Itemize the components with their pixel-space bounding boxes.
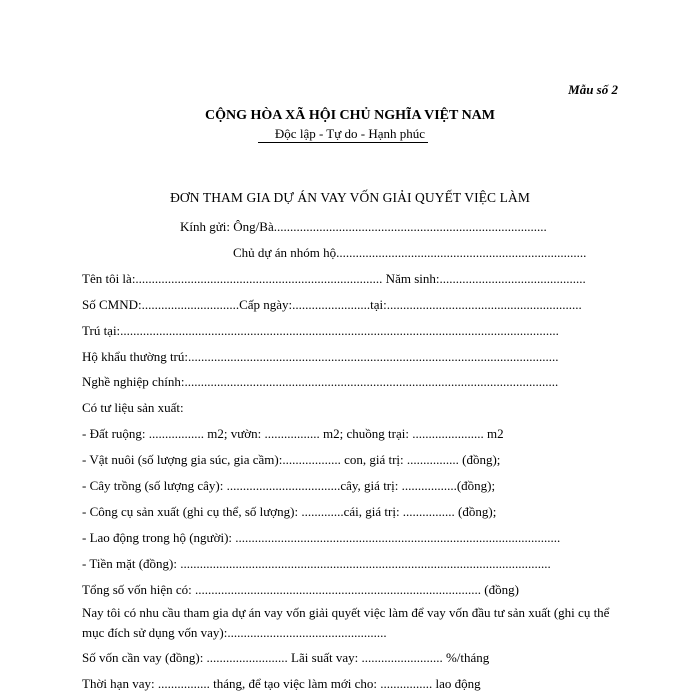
national-motto: Độc lập - Tự do - Hạnh phúc xyxy=(274,126,426,141)
household-registration-line: Hộ khẩu thường trú:.................................................................................................................. xyxy=(82,349,559,364)
cash-line: - Tiền mặt (đồng): .................................................................................................................. xyxy=(82,556,551,571)
production-assets-heading: Có tư liệu sản xuất: xyxy=(82,400,184,415)
livestock-line: - Vật nuôi (số lượng gia súc, gia cầm):.................. con, giá trị: ................ (đồng); xyxy=(82,452,501,467)
labor-line: - Lao động trong hộ (người): .................................................................................................... xyxy=(82,530,561,545)
form-code: Mẫu số 2 xyxy=(568,82,618,97)
land-line: - Đất ruộng: ................. m2; vườn: ................. m2; chuồng trại: ...................... m2 xyxy=(82,426,504,441)
residence-line: Trú tại:....................................................................................................................................... xyxy=(82,323,559,338)
document-title: ĐƠN THAM GIA DỰ ÁN VAY VỐN GIẢI QUYẾT VIỆC LÀM xyxy=(170,190,530,205)
loan-amount-line: Số vốn cần vay (đồng): ......................... Lãi suất vay: ......................... %/tháng xyxy=(82,650,490,665)
recipient-line: Kính gửi: Ông/Bà.................................................................................... xyxy=(180,219,547,234)
total-capital-line: Tổng số vốn hiện có: ........................................................................................ (đồng) xyxy=(82,582,519,597)
motto-underline xyxy=(258,142,428,143)
occupation-line: Nghề nghiệp chính:................................................................................................................... xyxy=(82,374,559,389)
crops-line: - Cây trồng (số lượng cây): ...................................cây, giá trị: .................(đồng); xyxy=(82,478,496,493)
tools-line: - Công cụ sản xuất (ghi cụ thể, số lượng): .............cái, giá trị: ................ (đồng); xyxy=(82,504,497,519)
project-owner-line: Chủ dự án nhóm hộ............................................................................. xyxy=(233,245,587,260)
loan-term-line: Thời hạn vay: ................ tháng, để tạo việc làm mới cho: ................ lao động xyxy=(82,676,481,691)
applicant-name-line: Tên tôi là:............................................................................ Năm sinh:............................................. xyxy=(82,271,586,286)
id-card-line: Số CMND:..............................Cấp ngày:........................tại:............................................................ xyxy=(82,297,582,312)
national-title: CỘNG HÒA XÃ HỘI CHỦ NGHĨA VIỆT NAM xyxy=(204,108,495,123)
loan-purpose-paragraph: Nay tôi có nhu cầu tham gia dự án vay vốn giải quyết việc làm để vay vốn đầu tư sản xuất (ghi cụ thể mục đích sử dụng vốn vay):................................................. xyxy=(82,605,610,640)
